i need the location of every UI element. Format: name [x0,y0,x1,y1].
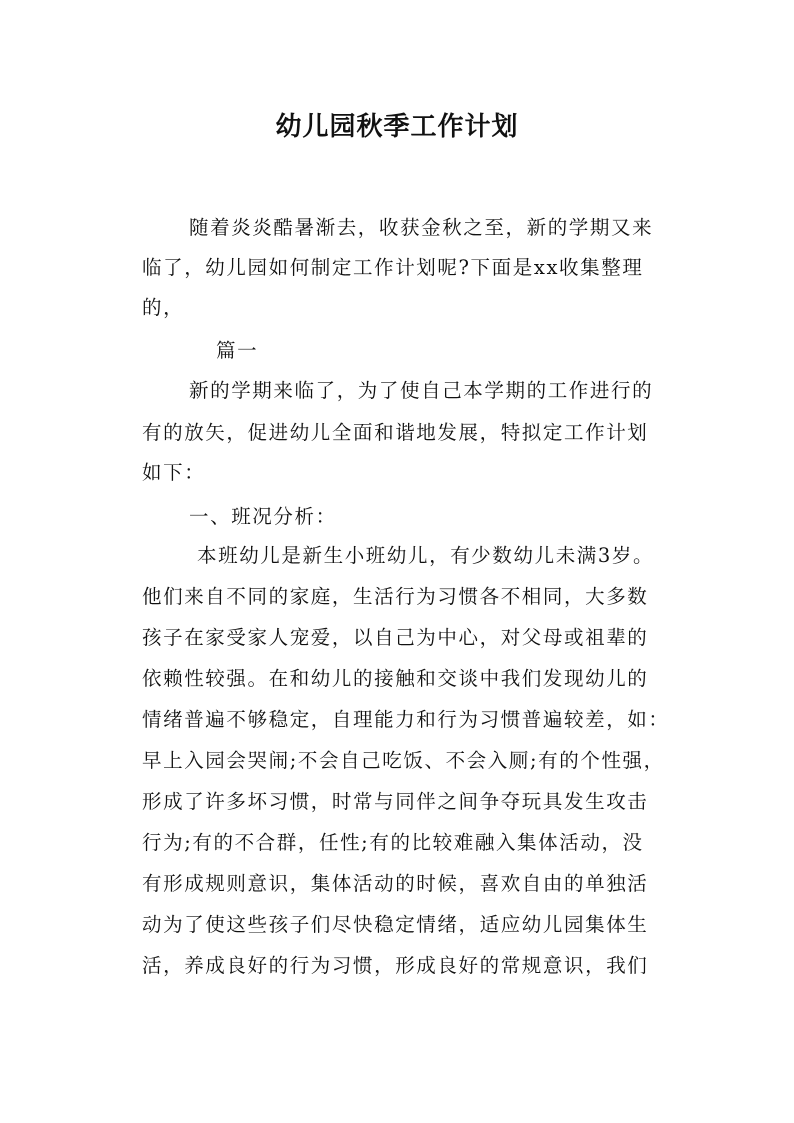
body-line: 行为;有的不合群，任性;有的比较难融入集体活动，没 [142,831,644,854]
body-line: 依赖性较强。在和幼儿的接触和交谈中我们发现幼儿的 [142,667,649,690]
body-line: 本班幼儿是新生小班幼儿，有少数幼儿未满3岁。 [197,544,655,567]
body-line: 篇一 [216,339,259,362]
body-line: 活，养成良好的行为习惯，形成良好的常规意识，我们 [142,954,649,977]
body-line: 动为了使这些孩子们尽快稳定情绪，适应幼儿园集体生 [142,913,649,936]
body-line: 形成了许多坏习惯，时常与同伴之间争夺玩具发生攻击 [142,790,649,813]
body-line: 一、班况分析： [189,505,337,528]
page-title: 幼儿园秋季工作计划 [275,112,519,142]
body-line: 早上入园会哭闹;不会自己吃饭、不会入厕;有的个性强， [142,749,665,772]
body-line: 随着炎炎酷暑渐去，收获金秋之至，新的学期又来 [189,216,654,239]
body-line: 临了，幼儿园如何制定工作计划呢?下面是xx收集整理 [142,256,644,279]
body-line: 有形成规则意识，集体活动的时候，喜欢自由的单独活 [142,872,649,895]
body-line: 情绪普遍不够稳定，自理能力和行为习惯普遍较差，如： [142,708,670,731]
body-line: 有的放矢，促进幼儿全面和谐地发展，特拟定工作计划 [142,421,649,444]
body-line: 他们来自不同的家庭，生活行为习惯各不相同，大多数 [142,585,649,608]
body-line: 新的学期来临了，为了使自己本学期的工作进行的 [189,379,654,402]
body-line: 孩子在家受家人宠爱，以自己为中心，对父母或祖辈的 [142,626,649,649]
body-line: 的， [142,296,185,319]
body-line: 如下： [142,461,206,484]
